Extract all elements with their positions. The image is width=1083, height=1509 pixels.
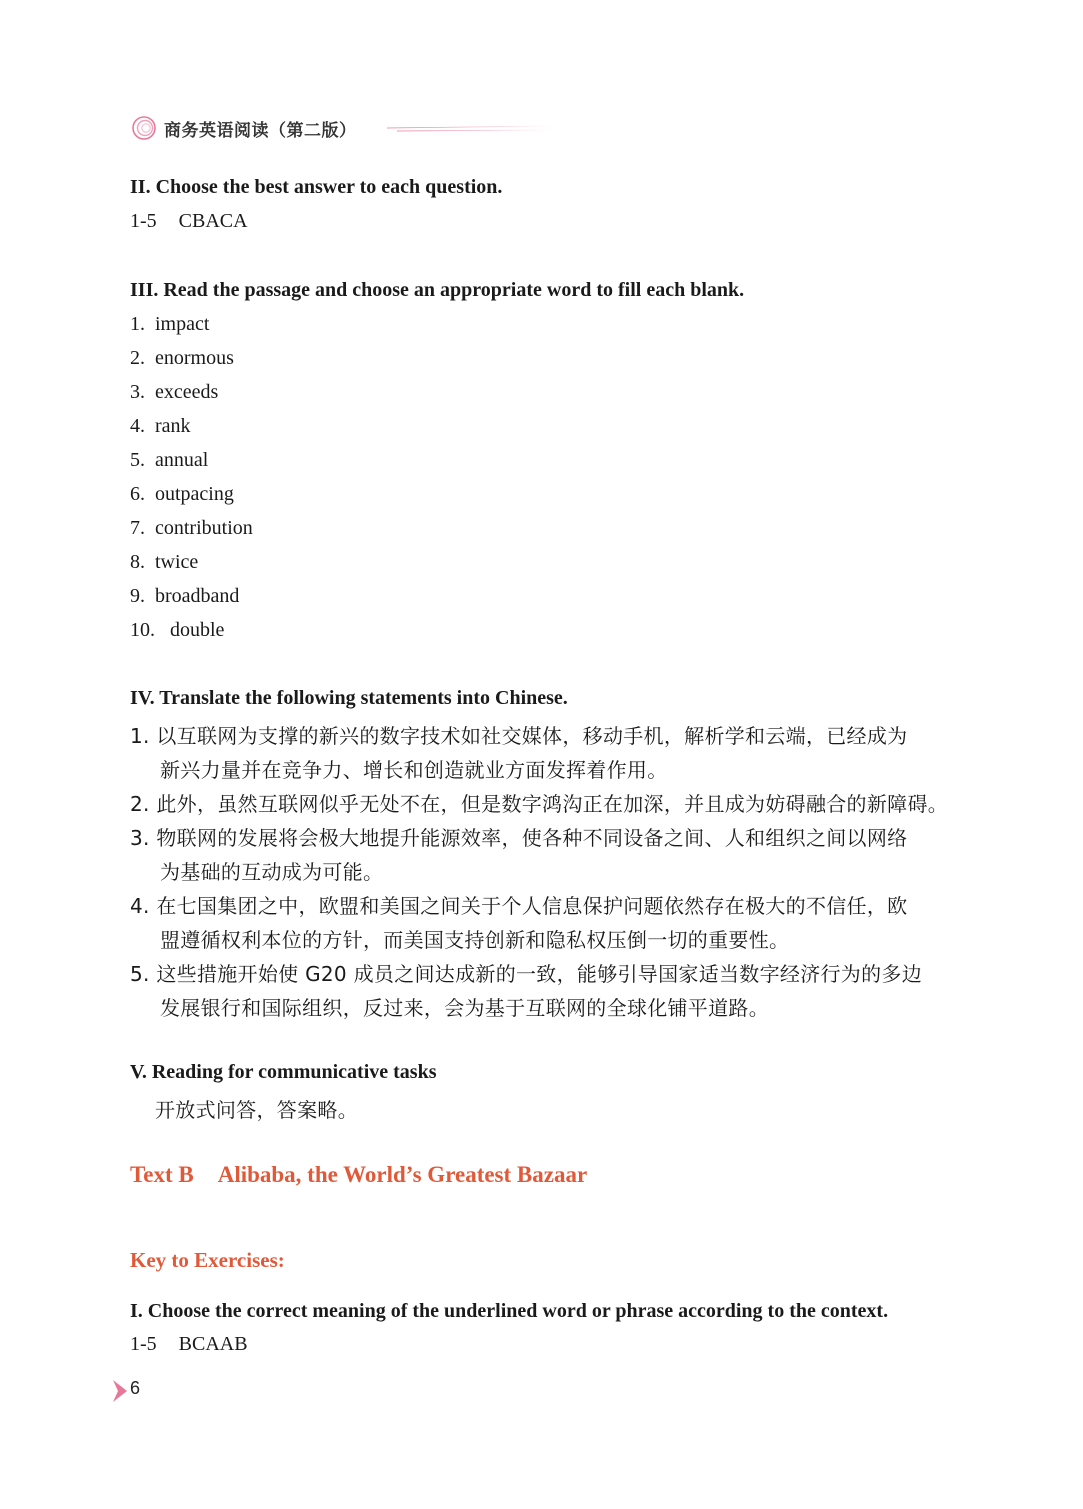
item-text: twice [155, 551, 199, 573]
translation-line: 发展银行和国际组织，反过来，会为基于互联网的全球化铺平道路。 [160, 996, 769, 1020]
item-number: 4. [130, 415, 145, 437]
list-item [130, 551, 198, 574]
spiral-logo-icon [130, 114, 158, 142]
answer-key: CBACA [178, 210, 248, 232]
item-number: 1. [130, 313, 145, 335]
page-arrow-icon [113, 1380, 127, 1402]
section-heading: III. Read the passage and choose an appropriate word to fill each blank. [130, 279, 745, 301]
answer-key: BCAAB [178, 1333, 248, 1355]
item-number: 8. [130, 551, 145, 573]
section-heading: IV. Translate the following statements into Chinese. [130, 687, 568, 709]
item-text: enormous [155, 347, 234, 369]
running-header [130, 114, 560, 142]
item-number: 5. [130, 449, 145, 471]
item-text: annual [155, 449, 209, 471]
list-item [130, 483, 234, 506]
item-text: broadband [155, 585, 240, 607]
item-number: 7. [130, 517, 145, 539]
item-text: outpacing [155, 483, 234, 505]
list-item [130, 585, 239, 608]
list-item [130, 381, 218, 404]
list-item [130, 313, 209, 336]
book-title: 商务英语阅读（第二版） [164, 121, 357, 141]
item-text: exceeds [155, 381, 219, 403]
key-heading: Key to Exercises: [130, 1248, 285, 1272]
translation-line: 1. 以互联网为支撑的新兴的数字技术如社交媒体，移动手机，解析学和云端，已经成为 [130, 724, 908, 748]
item-number: 3. [130, 381, 145, 403]
answer-range: 1-5 [130, 1333, 157, 1355]
item-text: double [170, 619, 225, 641]
header-decorative-rule [362, 122, 552, 136]
text-b-title [130, 1162, 587, 1188]
answer-line [130, 210, 248, 233]
item-text: impact [155, 313, 210, 335]
text-title: Alibaba, the World’s Greatest Bazaar [217, 1162, 588, 1187]
answer-line [130, 1333, 248, 1356]
translation-line: 为基础的互动成为可能。 [160, 860, 384, 884]
text-label: Text B [130, 1162, 194, 1187]
list-item [130, 347, 234, 370]
item-number: 10. [130, 619, 155, 641]
list-item [130, 619, 224, 642]
section-heading: V. Reading for communicative tasks [130, 1061, 437, 1083]
list-item [130, 415, 191, 438]
item-number: 6. [130, 483, 145, 505]
answer-text: 开放式问答，答案略。 [155, 1098, 358, 1122]
translation-line: 新兴力量并在竞争力、增长和创造就业方面发挥着作用。 [160, 758, 668, 782]
section-heading: I. Choose the correct meaning of the underlined word or phrase according to the context. [130, 1300, 889, 1322]
translation-line: 5. 这些措施开始使 G20 成员之间达成新的一致，能够引导国家适当数字经济行为的多边 [130, 962, 923, 986]
answer-range: 1-5 [130, 210, 157, 232]
item-number: 2. [130, 347, 145, 369]
list-item [130, 517, 253, 540]
translation-line: 4. 在七国集团之中，欧盟和美国之间关于个人信息保护问题依然存在极大的不信任，欧 [130, 894, 908, 918]
item-text: rank [155, 415, 191, 437]
section-heading: II. Choose the best answer to each question. [130, 176, 503, 198]
translation-line: 2. 此外，虽然互联网似乎无处不在，但是数字鸿沟正在加深，并且成为妨碍融合的新障碍。 [130, 792, 949, 816]
item-text: contribution [155, 517, 253, 539]
translation-line: 3. 物联网的发展将会极大地提升能源效率，使各种不同设备之间、人和组织之间以网络 [130, 826, 908, 850]
translation-line: 盟遵循权利本位的方针，而美国支持创新和隐私权压倒一切的重要性。 [160, 928, 790, 952]
item-number: 9. [130, 585, 145, 607]
page-number: 6 [130, 1378, 141, 1398]
list-item [130, 449, 208, 472]
